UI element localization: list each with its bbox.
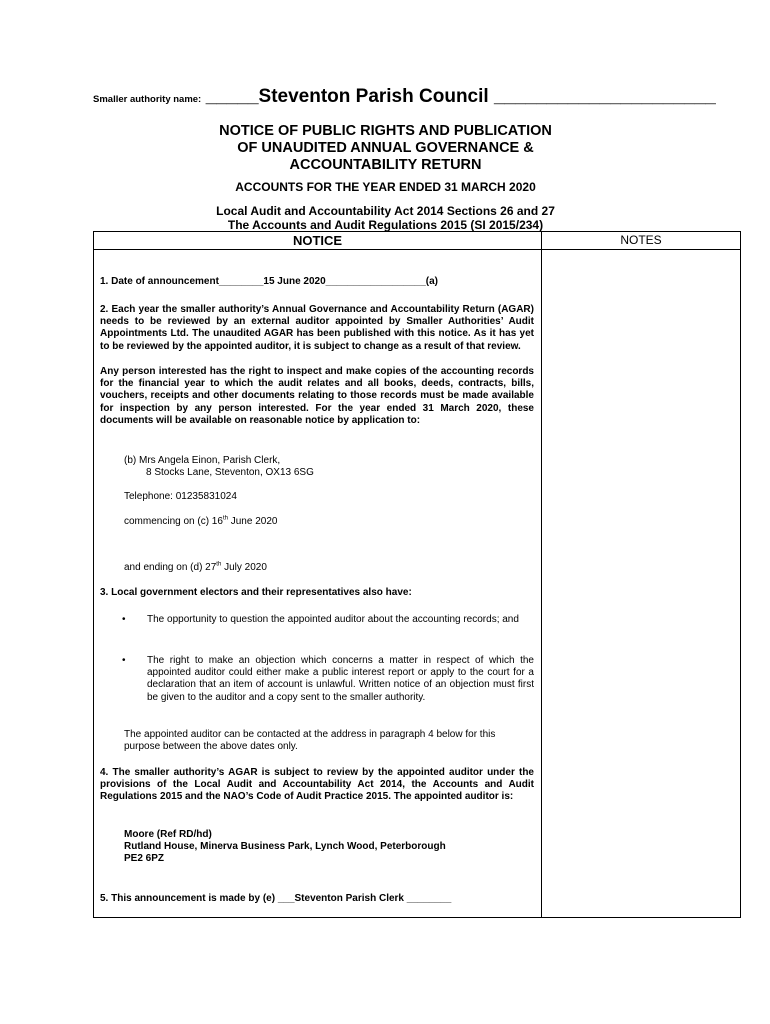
bullet-objection: The right to make an objection which concerns a matter in respect of which the appointed auditor could either make a public interest report or apply to the court for a declaration that an item of account is unlawful. Written notice of an objection must first be given to the auditor and a copy sent to the smaller authority.	[147, 655, 534, 703]
ending-month: July 2020	[221, 562, 267, 573]
announcement-date: 1. Date of announcement________15 June 2020__________________(a)	[100, 276, 438, 287]
paragraph-2-intro: 2. Each year the smaller authority’s Annual Governance and Accountability Return (AGAR) needs to be reviewed by an external auditor appointed by Smaller Authorities’ Audit Appointments Ltd. The unaudited AGAR has been published with this notice. As it has yet to be reviewed by the appointed auditor, it is subject to change as a result of that review.	[100, 304, 534, 352]
contact-line-1: (b) Mrs Angela Einon, Parish Clerk,	[124, 455, 281, 466]
auditor-address-line-1: Rutland House, Minerva Business Park, Lynch Wood, Peterborough	[124, 841, 446, 853]
bullet-question-auditor: The opportunity to question the appointed auditor about the accounting records; and	[147, 614, 519, 625]
bullet-marker: •	[122, 655, 126, 666]
header-divider	[94, 249, 740, 250]
contact-address	[124, 455, 534, 479]
legislation-heading	[93, 204, 678, 232]
title-line-3: ACCOUNTABILITY RETURN	[289, 157, 482, 173]
auditor-address-line-2: PE2 6PZ	[124, 853, 165, 865]
auditor-contact-note: The appointed auditor can be contacted at the address in paragraph 4 below for this purpose between the above dates only.	[124, 729, 496, 753]
notice-column-header: NOTICE	[292, 233, 343, 248]
act-line: Local Audit and Accountability Act 2014 Sections 26 and 27	[216, 204, 555, 218]
regulations-line: The Accounts and Audit Regulations 2015 (SI 2015/234)	[227, 218, 544, 232]
authority-label: Smaller authority name:	[93, 94, 202, 105]
notes-column-header: NOTES	[620, 233, 662, 247]
telephone: Telephone: 01235831024	[124, 491, 237, 502]
bullet-marker: •	[122, 614, 126, 625]
accounts-year-heading: ACCOUNTS FOR THE YEAR ENDED 31 MARCH 2020	[235, 180, 536, 194]
authority-name-line	[93, 86, 716, 108]
commencing-text: commencing on (c) 16	[124, 516, 223, 527]
paragraph-2-rights: Any person interested has the right to inspect and make copies of the accounting records for the financial year to which the audit relates and all books, deeds, contracts, bills, vouchers, receipts and other documents relating to those records must be made available for inspection by any person interested. For the year ended 31 March 2020, these documents will be available on reasonable notice by application to:	[100, 366, 534, 426]
contact-line-2: 8 Stocks Lane, Steventon, OX13 6SG	[146, 467, 314, 479]
auditor-address	[124, 829, 534, 866]
title-line-1: NOTICE OF PUBLIC RIGHTS AND PUBLICATION	[219, 123, 552, 139]
ending-text: and ending on (d) 27	[124, 562, 217, 573]
authority-name: _____Steventon Parish Council _____________________	[205, 86, 716, 107]
auditor-name: Moore (Ref RD/hd)	[124, 829, 212, 840]
commencing-month: June 2020	[227, 516, 278, 527]
commencing-date	[124, 516, 534, 528]
ending-date	[124, 562, 534, 574]
commencing-suffix: th	[222, 515, 228, 522]
ending-suffix: th	[216, 561, 222, 568]
paragraph-5: 5. This announcement is made by (e) ___Steventon Parish Clerk ________	[100, 893, 452, 904]
paragraph-3: 3. Local government electors and their representatives also have:	[100, 587, 412, 598]
notice-title	[93, 123, 678, 174]
column-divider	[541, 232, 542, 917]
paragraph-4: 4. The smaller authority’s AGAR is subject to review by the appointed auditor under the provisions of the Local Audit and Accountability Act 2014, the Accounts and Audit Regulations 2015 and the NAO’s Code of Audit Practice 2015. The appointed auditor is:	[100, 767, 534, 803]
title-line-2: OF UNAUDITED ANNUAL GOVERNANCE &	[237, 140, 534, 156]
